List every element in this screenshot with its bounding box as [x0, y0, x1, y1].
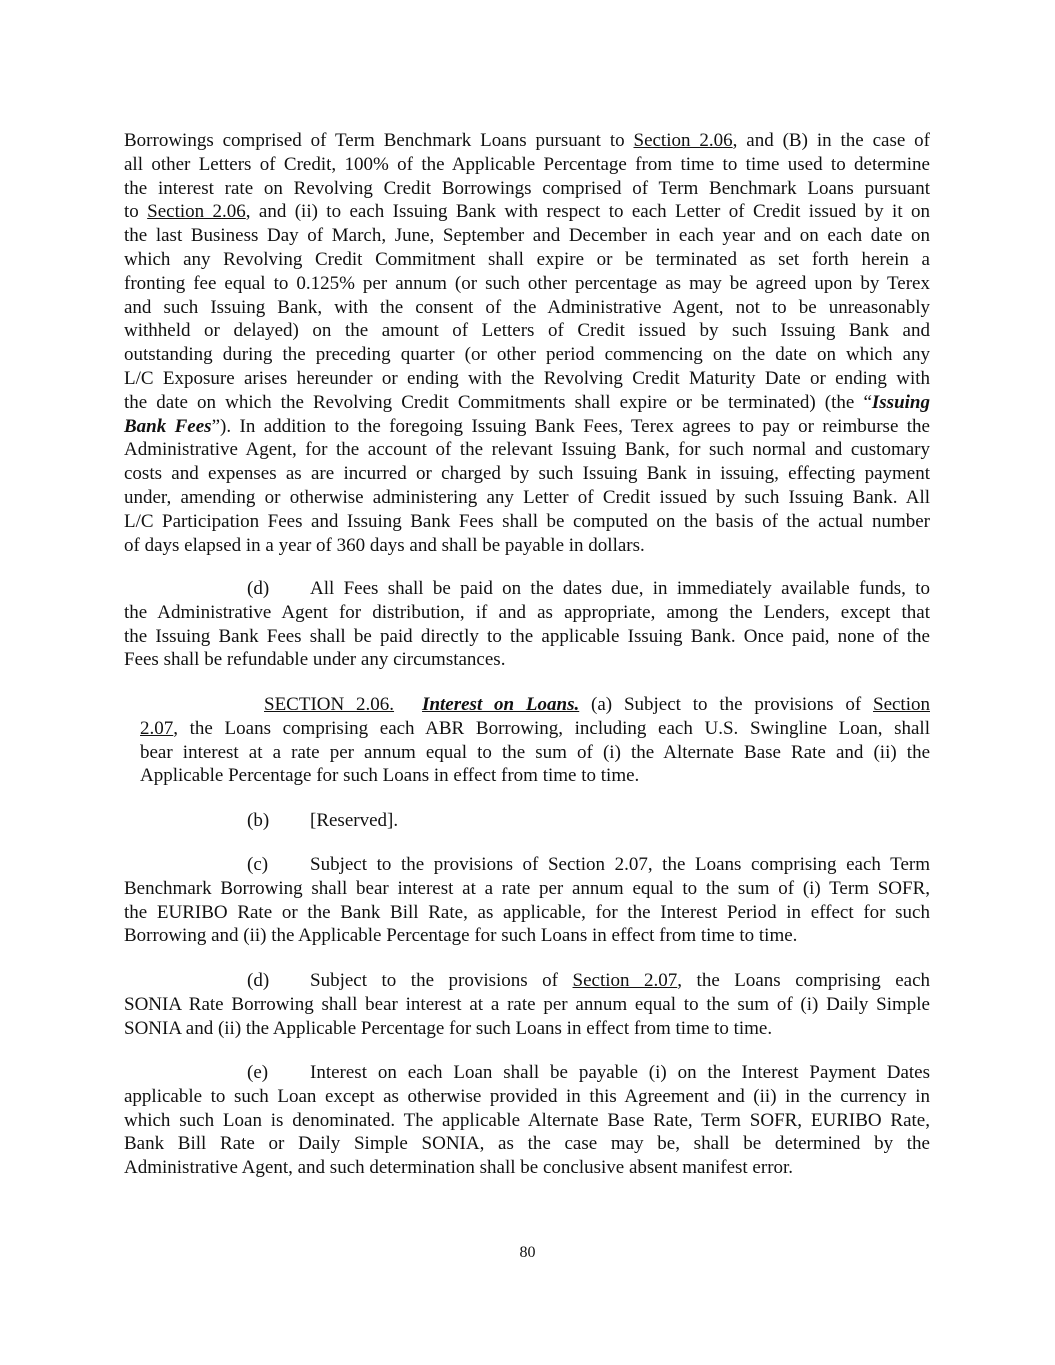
defined-term: Issuing [871, 391, 930, 413]
section-reference: Section 2.07 [572, 970, 678, 991]
text-line: Administrative Agent, for the account of the relevant Issuing Bank, for such normal and customary [124, 439, 930, 461]
page-number: 80 [519, 1244, 536, 1261]
text-line: Fees shall be refundable under any circumstances. [124, 649, 506, 671]
text-line: SONIA and (ii) the Applicable Percentage for such Loans in effect from time to time. [124, 1017, 773, 1039]
clause-label: (d) [247, 578, 270, 599]
text-line: all other Letters of Credit, 100% of the Applicable Percentage from time to time used to determine [124, 153, 930, 175]
text-line: the EURIBO Rate or the Bank Bill Rate, as applicable, for the Interest Period in effect for such [124, 901, 930, 923]
paragraph-fees-continuation [124, 129, 930, 557]
clause-label: (d) [247, 970, 270, 991]
paragraph-d-sonia [124, 969, 930, 1040]
text-line: (b) [Reserved]. [247, 810, 399, 831]
text-line: costs and expenses as are incurred or charged by such Issuing Bank in issuing, effecting payment [124, 463, 930, 485]
text-line: Benchmark Borrowing shall bear interest at a rate per annum equal to the sum of (i) Term SOFR, [124, 877, 930, 899]
text-line: Bank Bill Rate or Daily Simple SONIA, as the case may be, shall be determined by the [124, 1133, 930, 1155]
text-line: Borrowing and (ii) the Applicable Percentage for such Loans in effect from time to time. [124, 925, 798, 947]
clause-label: (c) [247, 854, 269, 875]
text-line: L/C Participation Fees and Issuing Bank Fees shall be computed on the basis of the actual number [124, 510, 930, 532]
clause-label: (e) [247, 1062, 269, 1083]
section-heading-line: SECTION 2.06. Interest on Loans. (a) Subject to the provisions of Section [264, 694, 930, 715]
paragraph-c [124, 853, 930, 948]
text-line: (e) Interest on each Loan shall be payable (i) on the Interest Payment Dates [247, 1062, 930, 1083]
text-line: SONIA Rate Borrowing shall bear interest at a rate per annum equal to the sum of (i) Daily Simple [124, 993, 930, 1015]
defined-term: Bank Fees [124, 415, 212, 437]
text-line: which such Loan is denominated. The applicable Alternate Base Rate, Term SOFR, EURIBO Rate, [124, 1109, 930, 1131]
clause-label: (b) [247, 810, 270, 831]
text-line: (d) All Fees shall be paid on the dates due, in immediately available funds, to [247, 578, 930, 599]
text-line: 2.07, the Loans comprising each ABR Borrowing, including each U.S. Swingline Loan, shall [140, 717, 930, 739]
section-number: SECTION 2.06. [264, 694, 395, 715]
paragraph-d-fees [124, 577, 930, 672]
text-line: and such Issuing Bank, with the consent of the Administrative Agent, not to be unreasonably [124, 296, 930, 318]
section-title: Interest on Loans. [422, 694, 580, 715]
text-line: Applicable Percentage for such Loans in effect from time to time. [140, 765, 640, 787]
section-reference: Section [873, 694, 930, 715]
text-line: (c) Subject to the provisions of Section 2.07, the Loans comprising each Term [247, 854, 930, 875]
text-line: fronting fee equal to 0.125% per annum (or such other percentage as may be agreed upon by Terex [124, 272, 930, 294]
text-line: the last Business Day of March, June, September and December in each year and on each date on [124, 225, 930, 247]
text-line: which any Revolving Credit Commitment shall expire or be terminated as set forth herein a [124, 248, 930, 270]
text-line: of days elapsed in a year of 360 days and shall be payable in dollars. [124, 534, 645, 556]
text-line: applicable to such Loan except as otherwise provided in this Agreement and (ii) in the currency in [124, 1085, 930, 1107]
text-line: the date on which the Revolving Credit Commitments shall expire or be terminated) (the “Issuing [124, 391, 930, 413]
text-line: L/C Exposure arises hereunder or ending with the Revolving Credit Maturity Date or ending with [124, 367, 930, 389]
text-line: bear interest at a rate per annum equal to the sum of (i) the Alternate Base Rate and (ii) the [140, 741, 930, 763]
text-line: the Administrative Agent for distribution, if and as appropriate, among the Lenders, except that [124, 601, 930, 623]
section-reference: 2.07 [140, 717, 174, 739]
text-line: Bank Fees”). In addition to the foregoing Issuing Bank Fees, Terex agrees to pay or reimburse the [124, 415, 930, 437]
text-line: the interest rate on Revolving Credit Borrowings comprised of Term Benchmark Loans pursuant [124, 177, 930, 199]
text-line: the Issuing Bank Fees shall be paid directly to the applicable Issuing Bank. Once paid, none of the [124, 625, 930, 647]
section-reference: Section 2.06 [147, 201, 246, 223]
text-line: Administrative Agent, and such determination shall be conclusive absent manifest error. [124, 1157, 794, 1179]
text-line: (d) Subject to the provisions of Section 2.07, the Loans comprising each [247, 970, 930, 991]
text-line: outstanding during the preceding quarter (or other period commencing on the date on which any [124, 344, 930, 366]
section-reference: Section 2.06 [633, 130, 733, 151]
text-line: to Section 2.06, and (ii) to each Issuing Bank with respect to each Letter of Credit issued by it on [124, 201, 930, 223]
text-line: under, amending or otherwise administering any Letter of Credit issued by such Issuing Bank. All [124, 486, 930, 508]
paragraph-e [124, 1061, 930, 1180]
section-2-06 [140, 693, 930, 788]
text-line: Borrowings comprised of Term Benchmark Loans pursuant to Section 2.06, and (B) in the case of [124, 130, 930, 151]
text-line: withheld or delayed) on the amount of Letters of Credit issued by such Issuing Bank and [124, 320, 930, 342]
paragraph-b [124, 809, 930, 833]
